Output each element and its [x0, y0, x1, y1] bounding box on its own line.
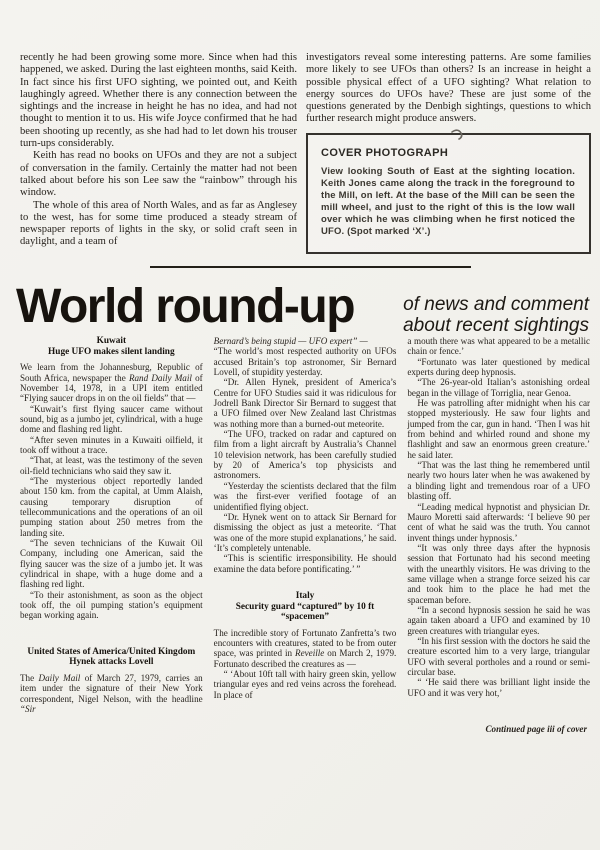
paragraph: “The world’s most respected authority on UFOs accused Britain’s top astronomer, Sir Bernard Lovell, of stupidity yesterday. [213, 346, 397, 378]
article-heading-italy [214, 591, 397, 623]
paragraph: “Dr. Allen Hynek, president of America’s Centre for UFO Studies said it was ridiculous for Jodrell Bank Director Sir Bernard to suggest that a UFO filmed over New Zealand last Christmas was nothing more than a burned-out meteorite. [213, 377, 397, 429]
heading-country: Kuwait [96, 336, 127, 346]
column-3 [407, 336, 590, 734]
paragraph: The whole of this area of North Wales, and as far as Anglesey to the west, has for some time produced a steady stream of newspaper reports of lights in the sky, or solid craft seen in daylight, and a team of [20, 199, 297, 248]
paragraph: “It was only three days after the hypnosis session that Fortunato had his second meeting with the unearthly visitors. He was driving to the same village when a strange force seized his car and took him to the place he had met the spaceman before. [407, 542, 591, 605]
top-continuation-section [20, 52, 591, 254]
paragraph: Keith has read no books on UFOs and they are not a subject of conversation in the family. Certainly the matter had not been talked about before his son Lee saw the “rainbow” through his window. [20, 150, 297, 199]
paragraph: investigators reveal some interesting patterns. Are some families more likely to see UFOs than others? Is an increase in height a possible physical effect of a UFO sighting? What relation to energy sources do UFOs have? These are just some of the questions generated by the Denbigh sightings, questions to which further research might produce answers. [306, 52, 591, 125]
article-heading-usa-uk [20, 647, 203, 668]
paragraph: “After seven minutes in a Kuwaiti oilfield, it took off without a trace. [20, 434, 203, 455]
round-up-columns [20, 336, 590, 734]
footer-continued-note: Continued page iii of cover [485, 724, 588, 735]
top-left-column [20, 52, 297, 254]
paragraph: The Daily Mail of March 27, 1979, carries an item under the signature of their New York correspondent, Nigel Nelson, with the headline “Sir [20, 672, 203, 714]
masthead-rule [150, 266, 471, 268]
paragraph: “Dr. Hynek went on to attack Sir Bernard for dismissing the object as just a meteorite. ‘That was one of the more stupid explanations,’ he said. ‘It’s completely untenable. [213, 511, 397, 553]
heading-title: Hynek attacks Lovell [69, 657, 154, 668]
paragraph: “Fortunato was later questioned by medical experts during deep hypnosis. [407, 356, 591, 378]
column-2 [214, 336, 397, 734]
cover-photograph-box [306, 133, 591, 255]
paragraph: “Leading medical hypnotist and physician Dr. Mauro Moretti said afterwards: ‘I believe 90 per cent of what he said was the truth. You cannot invent things under hypnosis.’ [407, 501, 591, 543]
paragraph: “That, at least, was the testimony of the seven oil-field technicians who said they saw it. [20, 455, 203, 476]
masthead-subtitle-line1: of news and comment [403, 294, 589, 315]
paragraph: a mouth there was what appeared to be a metallic chain or fence.’ [407, 336, 591, 357]
paragraph: “Yesterday the scientists declared that the film was the first-ever verified footage of an unidentified flying object. [213, 480, 397, 512]
paragraph: The incredible story of Fortunato Zanfretta’s two encounters with creatures, stated to be from outer space, was printed in Reveille on March 2, 1979. Fortunato described the creatures as — [213, 627, 397, 669]
pen-mark [448, 126, 472, 146]
paragraph: “The mysterious object reportedly landed about 150 km. from the capital, at Umm Alaish, causing temporary disruption of tellecommunications and the operations of an oil pumping station about 250 metres from the landing site. [20, 475, 203, 538]
paragraph: “ ‘About 10ft tall with hairy green skin, yellow triangular eyes and red veins across the forehead. In place of [213, 669, 397, 700]
masthead-subtitle [379, 294, 589, 336]
headline-continuation: Bernard’s being stupid — UFO expert” — [213, 336, 368, 346]
paragraph: “In a second hypnosis session he said he was again taken aboard a UFO and examined by 10 green creatures with triangular eyes. [407, 604, 591, 636]
heading-country: Italy [295, 590, 315, 601]
cover-photograph-text: View looking South of East at the sighting location. Keith Jones came along the track in the foreground to the Mill, on left. At the base of the Mill can be seen the mill wheel, and just to the right of this is the low wall over which he was climbing when he first noticed the UFO. (Spot marked ‘X’.) [321, 165, 575, 238]
paragraph: “To their astonishment, as soon as the object took off, the oil pumping station’s equipment began working again. [20, 589, 203, 621]
paragraph: “The 26-year-old Italian’s astonishing ordeal began in the village of Torriglia, near Genoa. [407, 377, 591, 398]
heading-title: Huge UFO makes silent landing [48, 346, 175, 357]
paragraph: “Kuwait’s first flying saucer came without sound, big as a jumbo jet, cylindrical, with a huge dome and flashing red light. [20, 403, 203, 435]
article-heading-kuwait [20, 336, 203, 357]
heading-country: United States of America/United Kingdom [27, 646, 196, 657]
paragraph: “The UFO, tracked on radar and captured on film from a light aircraft by Australia’s Channel 10 television network, has been carefully studied by 20 of America’s top physicists and astronomers. [213, 429, 397, 481]
heading-title: Security guard “captured” by 10 ft “spacemen” [235, 601, 375, 623]
column-1 [20, 336, 203, 734]
paragraph: “In his first session with the doctors he said the creature escorted him to a very large, triangular UFO with several portholes and a round or semi-circular base. [407, 635, 591, 677]
top-right-column [306, 52, 591, 254]
paragraph: “The seven technicians of the Kuwait Oil Company, including one American, said the flying saucer was the size of a jumbo jet. It was cylindrical in shape, with a huge dome and a flashing red light. [20, 538, 203, 590]
paragraph: “That was the last thing he remembered until nearly two hours later when he was awakened by a blinding light and tremendous roar of a UFO blasting off. [407, 460, 591, 502]
paragraph: He was patrolling after midnight when his car stopped mysteriously. He saw four lights and jumped from the car, gun in hand. ‘Then I was hit from behind and whirled round and shone my flashlight and saw an enormous green creature.’ he said later. [407, 398, 591, 460]
paragraph: recently he had been growing some more. Since when had this happened, we asked. During the last eighteen months, said Keith. In fact since his first UFO sighting, we pointed out, and Keith laughingly agreed. Whether there is any connection between the sightings and the increase in height he has no idea, and had not thought to mention it to us. His wife Joyce confirmed that he had been shooting up recently, as she had had to let down his trouser turn-ups considerably. [20, 52, 297, 150]
paragraph: “ ‘He said there was brilliant light inside the UFO and it was very hot,’ [407, 677, 591, 698]
cover-photograph-title: COVER PHOTOGRAPH [321, 146, 449, 159]
masthead-subtitle-line2: about recent sightings [403, 315, 589, 336]
paragraph: “This is scientific irresponsibility. He should examine the data before pontificating.’ ” [213, 553, 397, 574]
paragraph: We learn from the Johannesburg, Republic of South Africa, newspaper the Rand Daily Mail of November 14, 1978, in a UPI item entitled “Flying saucer drops in on the oil fields” that — [20, 362, 203, 404]
page-title: World round-up [16, 280, 355, 333]
